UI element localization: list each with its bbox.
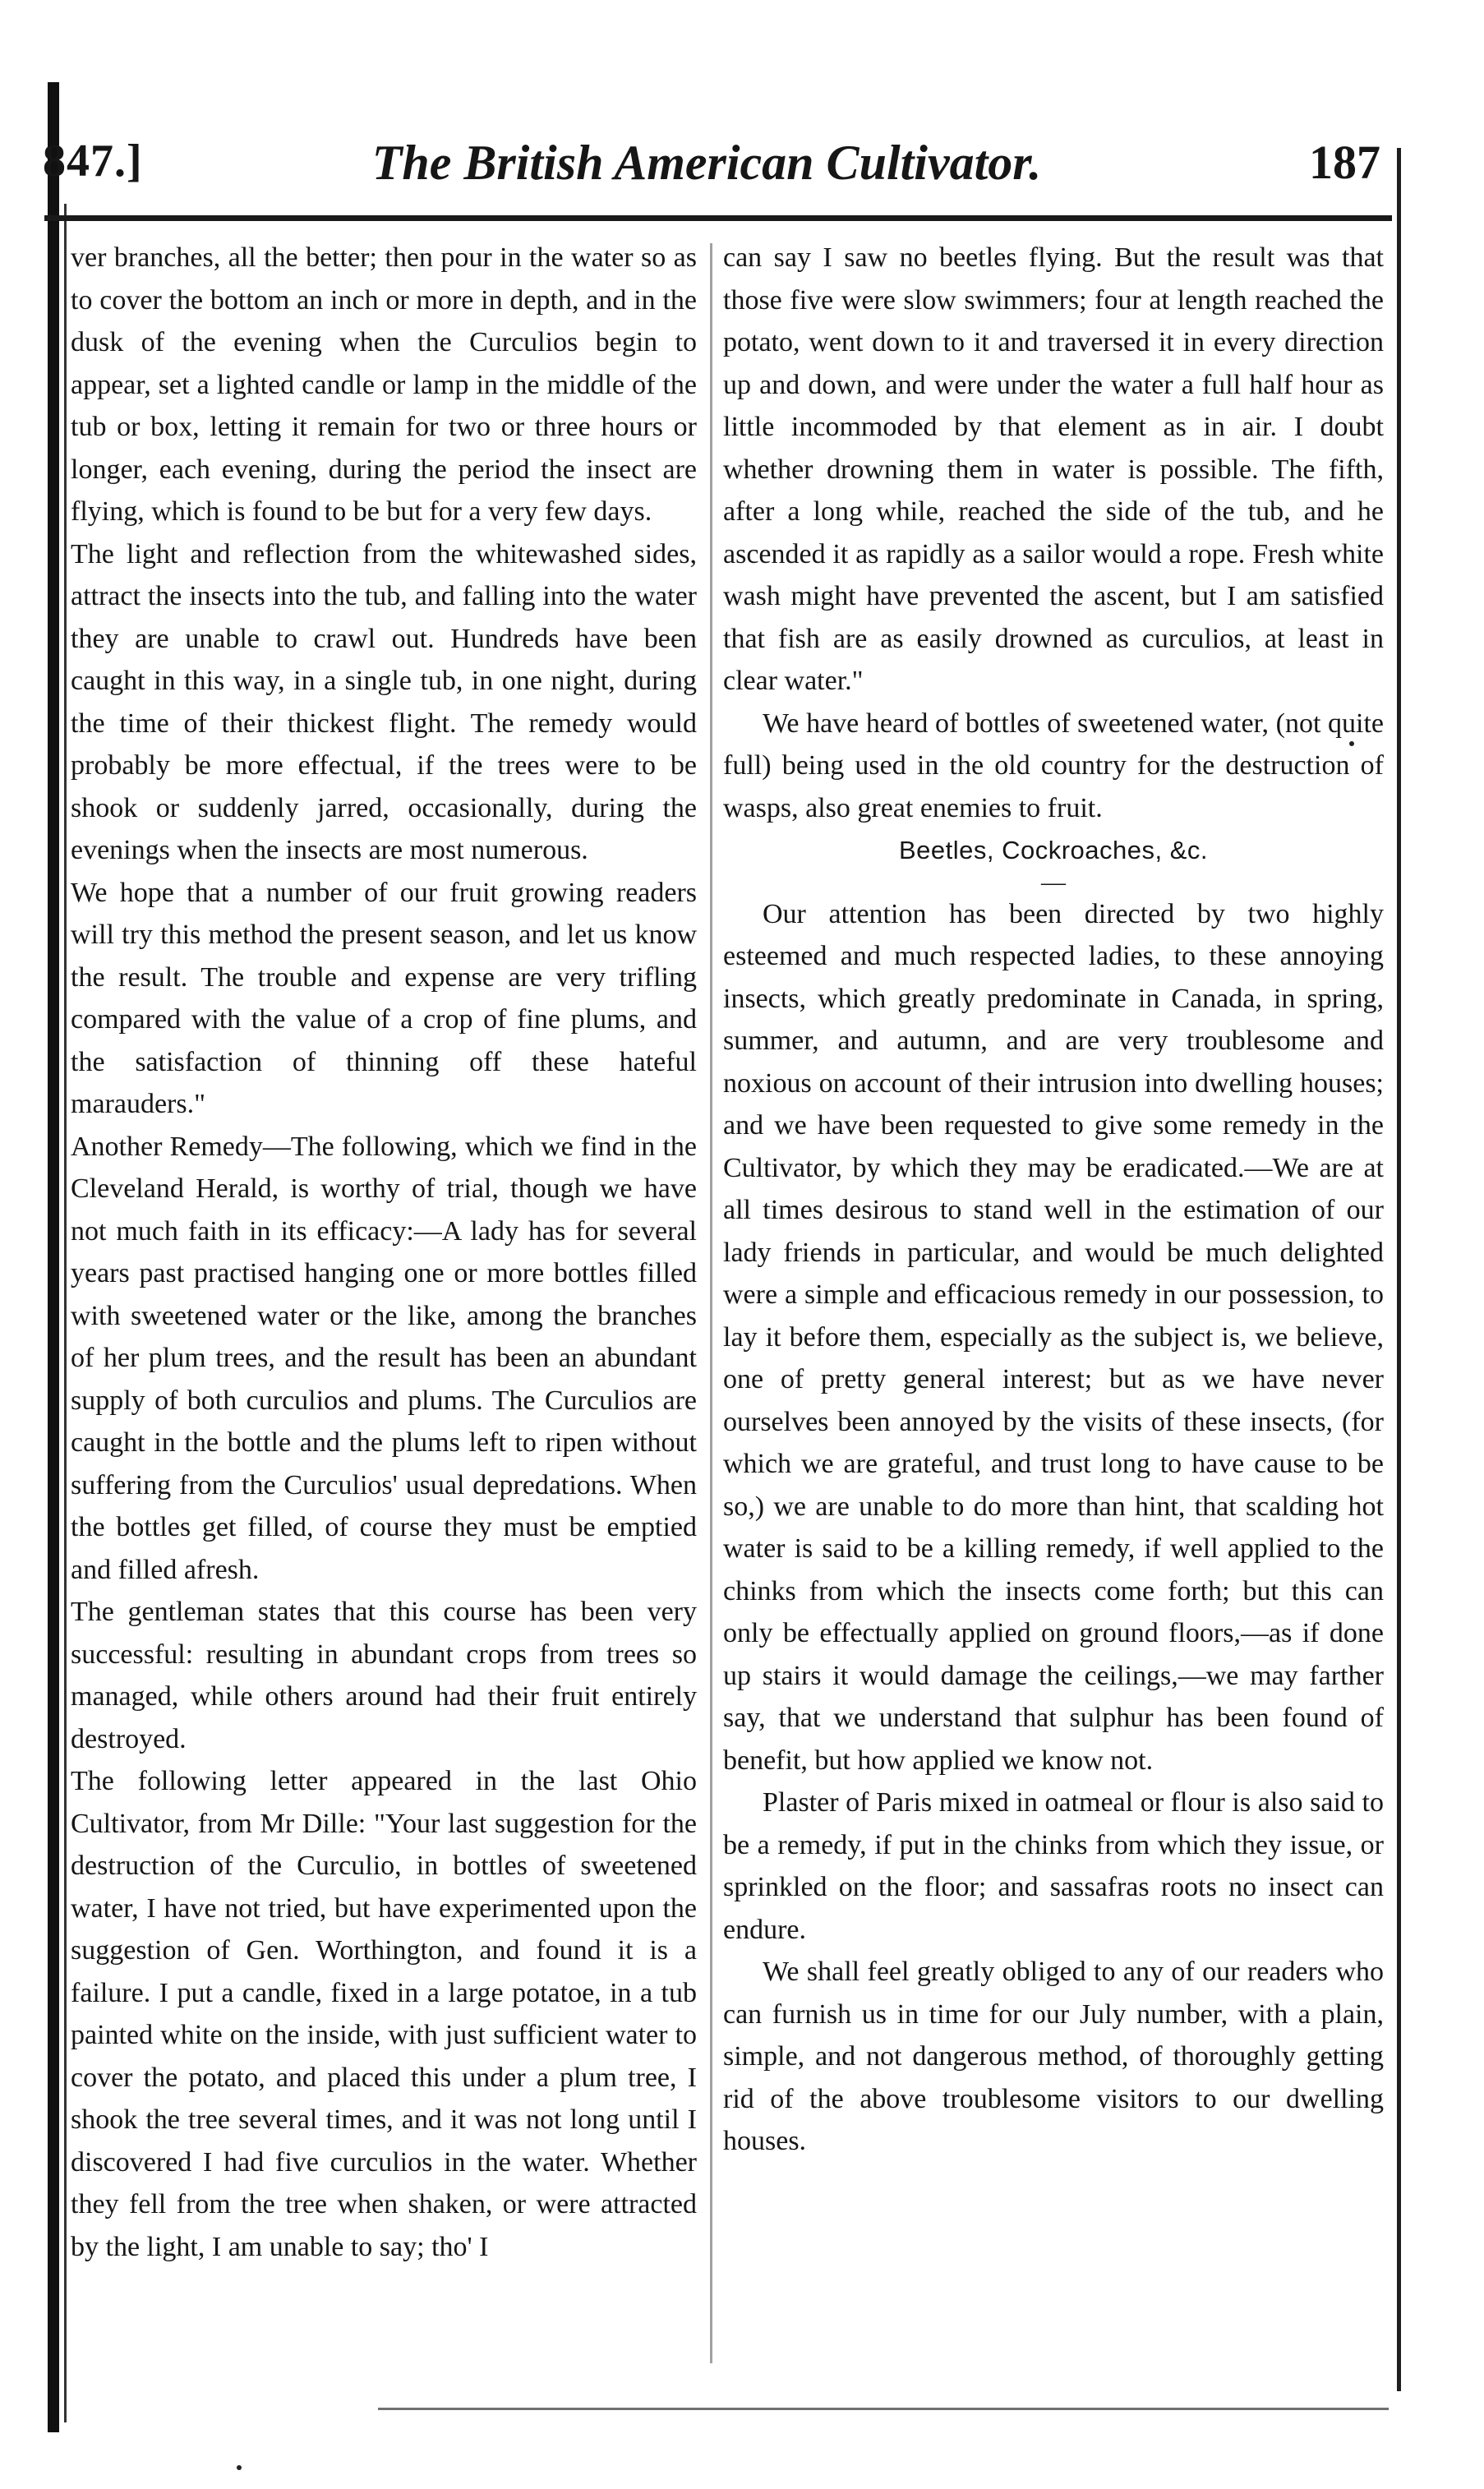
left-paragraph: The light and reflection from the whitewashed sides, attract the insects into the tub, and falling into the water they are unable to crawl out. Hundreds have been caught in this way, in a single tub, in one night, during the time of their thickest flight. The remedy would probably be more effectual, if the trees were to be shook or suddenly jarred, occasionally, during the evenings when the insects are most numerous.	[71, 538, 697, 865]
left-border-rule	[48, 82, 59, 2432]
right-paragraph: can say I saw no beetles flying. But the result was that those five were slow swimmers; four at length reached the potato, went down to it and traversed it in every direction up and down, and were under the water a full half hour as little incommoded by that element as in air. I doubt whether drowning them in water is possible. The fifth, after a long while, reached the side of the tub, and he ascended it as rapidly as a sailor would a rope. Fresh white wash might have prevented the ascent, but I am satisfied that fish are as easily drowned as curculios, at least in clear water."	[723, 242, 1384, 696]
section-heading: Beetles, Cockroaches, &c.	[898, 836, 1209, 864]
page-header	[33, 123, 1380, 209]
left-paragraph: The gentleman states that this course has been very successful: resulting in abundant crops from trees so managed, while others around had their fruit entirely destroyed.	[71, 1597, 697, 1754]
right-paragraph: Plaster of Paris mixed in oatmeal or flour is also said to be a remedy, if put in the chinks from which they issue, or sprinkled on the floor; and sassafras roots no insect can endure.	[723, 1787, 1384, 1945]
left-paragraph: We hope that a number of our fruit growing readers will try this method the present season, and let us know the result. The trouble and expense are very trifling compared with the value of a crop of fine plums, and the satisfaction of thinning off these hateful marauders."	[71, 877, 697, 1119]
section-dash: —	[1041, 868, 1066, 896]
left-column	[71, 237, 697, 2406]
left-paragraph: ver branches, all the better; then pour in the water so as to cover the bottom an inch or more in depth, and in the dusk of the evening when the Curculios begin to appear, set a lighted candle or lamp in the middle of the tub or box, letting it remain for two or three hours or longer, each evening, during the period the insect are flying, which is found to be but for a very few days.	[71, 242, 697, 527]
header-page-number: 187	[1309, 136, 1380, 189]
bottom-rule	[378, 2408, 1389, 2410]
column-divider	[710, 243, 712, 2363]
right-paragraph: Our attention has been directed by two highly esteemed and much respected ladies, to these annoying insects, which greatly predominate in Canada, in spring, summer, and autumn, and are very troublesome and noxious on account of their intrusion into dwelling houses; and we have been requested to give some remedy in the Cultivator, by which they may be eradicated.—We are at all times desirous to stand well in the estimation of our lady friends in particular, and would be much delighted were a simple and efficacious remedy in our possession, to lay it before them, especially as the subject is, we believe, one of pretty general interest; but as we have never ourselves been annoyed by the visits of these insects, (for which we are grateful, and trust long to have cause to be so,) we are unable to do more than hint, that scalding hot water is said to be a killing remedy, if well applied to the chinks from which the insects come forth; but this can only be effectually applied on ground floors,—as if done up stairs it would damage the ceilings,—we may farther say, that we understand that sulphur has been found of benefit, but how applied we know not.	[723, 898, 1384, 1776]
left-paragraph: Another Remedy—The following, which we find in the Cleveland Herald, is worthy of trial, though we have not much faith in its efficacy:—A lady has for several years past practised hanging one or more bottles filled with sweetened water or the like, among the branches of her plum trees, and the result has been an abundant supply of both curculios and plums. The Curculios are caught in the bottle and the plums left to ripen without suffering from the Curculios' usual depredations. When the bottles get filled, of course they must be emptied and filled afresh.	[71, 1131, 697, 1585]
ink-speck	[1349, 741, 1354, 746]
ink-speck	[237, 2465, 242, 2470]
header-rule	[44, 215, 1392, 221]
right-paragraph: We have heard of bottles of sweetened water, (not quite full) being used in the old country for the destruction of wasps, also great enemies to fruit.	[723, 708, 1384, 823]
header-year: 847.]	[43, 136, 143, 187]
right-column	[723, 237, 1384, 2406]
right-border-rule	[1397, 148, 1401, 2391]
right-paragraph: We shall feel greatly obliged to any of our readers who can furnish us in time for our July number, with a plain, simple, and not dangerous method, of thoroughly getting rid of the above troublesome visitors to our dwelling houses.	[723, 1957, 1384, 2156]
left-paragraph: The following letter appeared in the last Ohio Cultivator, from Mr Dille: "Your last suggestion for the destruction of the Curculio, in bottles of sweetened water, I have not tried, but have experimented upon the suggestion of Gen. Worthington, and found it is a failure. I put a candle, fixed in a large potatoe, in a tub painted white on the inside, with just sufficient water to cover the potato, and placed this under a plum tree, I shook the tree several times, and it was not long until I discovered I had five curculios in the water. Whether they fell from the tree when shaken, or were attracted by the light, I am unable to say; tho' I	[71, 1766, 697, 2262]
header-title: The British American Cultivator.	[371, 136, 1042, 190]
left-inner-rule	[64, 204, 67, 2422]
